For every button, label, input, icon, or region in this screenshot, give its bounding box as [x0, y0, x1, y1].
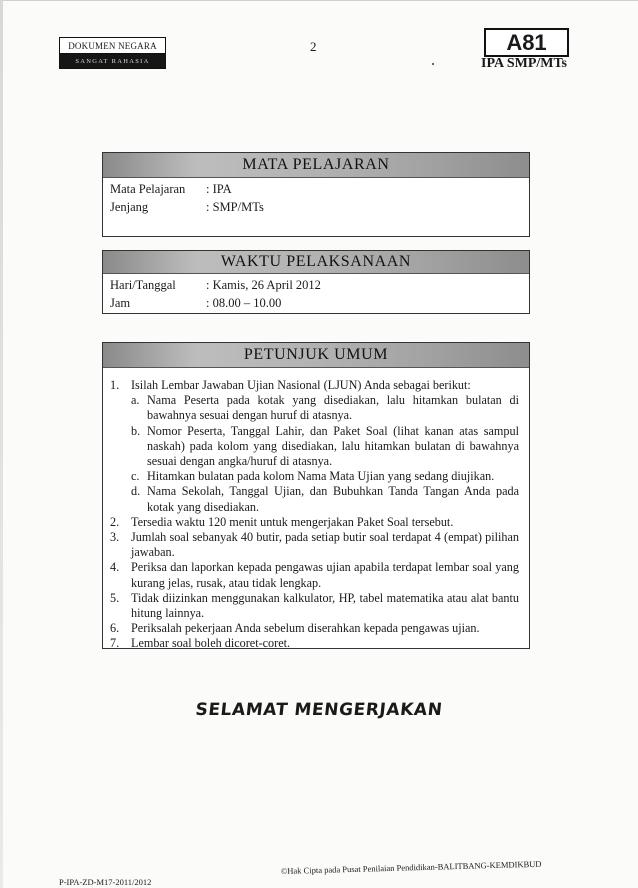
page-edge [0, 0, 3, 888]
item-text: Tidak diizinkan menggunakan kalkulator, HP, tabel matematika atau alat bantu hitung lainnya. [131, 590, 519, 621]
section-mata-pelajaran [102, 152, 530, 237]
item-number: 5. [110, 590, 120, 605]
item-number: 2. [110, 514, 120, 529]
info-key: Jam [110, 296, 131, 310]
item-text: Tersedia waktu 120 menit untuk mengerjakan Paket Soal tersebut. [131, 514, 454, 529]
closing-message: SELAMAT MENGERJAKAN [194, 700, 444, 720]
instruction-item [110, 560, 519, 590]
footer-copyright: ©Hak Cipta pada Pusat Penilaian Pendidikan-BALITBANG-KEMDIKBUD [280, 858, 542, 876]
footer-document-code: P-IPA-ZD-M17-2011/2012 [59, 877, 152, 887]
subitem-letter: c. [131, 469, 140, 484]
item-text: Periksa dan laporkan kepada pengawas ujian apabila terdapat lembar soal yang kurang jelas, rusak, atau tidak lengkap. [131, 560, 519, 590]
info-row [103, 276, 529, 294]
info-value: : Kamis, 26 April 2012 [206, 278, 321, 292]
item-number: 1. [110, 378, 120, 392]
item-text: Lembar soal boleh dicoret-coret. [131, 636, 291, 651]
instruction-item [110, 530, 519, 560]
instruction-subitem [110, 393, 519, 423]
info-key: Mata Pelajaran [110, 182, 186, 196]
item-text: Jumlah soal sebanyak 40 butir, pada setiap butir soal terdapat 4 (empat) pilihan jawaban. [131, 530, 519, 560]
item-number: 4. [110, 560, 120, 575]
info-row [103, 180, 529, 198]
info-key: Jenjang [110, 200, 149, 214]
instruction-subitem [110, 484, 519, 514]
doc-label: DOKUMEN NEGARA [60, 38, 165, 54]
info-key: Hari/Tanggal [110, 278, 176, 292]
subject-level: IPA SMP/MTs [481, 56, 567, 71]
item-number: 6. [110, 621, 120, 636]
section-title: PETUNJUK UMUM [103, 343, 529, 368]
subitem-letter: d. [131, 484, 141, 499]
top-rule [0, 0, 638, 1]
paper-code-box: A81 [484, 28, 569, 57]
instruction-subitem [110, 424, 519, 470]
speck-mark [432, 63, 434, 65]
document-classification-badge [59, 37, 166, 69]
section-title: WAKTU PELAKSANAAN [103, 251, 529, 274]
subitem-letter: b. [131, 423, 141, 438]
info-value: : 08.00 – 10.00 [206, 296, 282, 310]
instruction-item [110, 378, 519, 393]
instruction-item [110, 515, 519, 530]
instruction-subitem [110, 469, 519, 484]
section-petunjuk-umum [102, 342, 530, 649]
instruction-item [110, 636, 519, 651]
subitem-text: Nama Sekolah, Tanggal Ujian, dan Bubuhkan Tanda Tangan Anda pada kotak yang disediakan. [147, 484, 519, 514]
info-value: : IPA [206, 182, 232, 196]
item-text: Periksalah pekerjaan Anda sebelum diserahkan kepada pengawas ujian. [131, 621, 480, 636]
subitem-text: Nama Peserta pada kotak yang disediakan, lalu hitamkan bulatan di bawahnya sesuai dengan huruf di atasnya. [147, 393, 519, 423]
page-number: 2 [310, 39, 317, 54]
section-waktu-pelaksanaan [102, 250, 530, 314]
instruction-item [110, 591, 519, 621]
section-title: MATA PELAJARAN [103, 153, 529, 178]
info-value: : SMP/MTs [206, 200, 264, 214]
subitem-letter: a. [131, 393, 140, 408]
subitem-text: Nomor Peserta, Tanggal Lahir, dan Paket Soal (lihat kanan atas sampul naskah) pada kolom yang disediakan, lalu hitamkan bulatan di bawahnya sesuai dengan angka/huruf di atasnya. [147, 423, 519, 469]
info-row [103, 294, 529, 312]
item-number: 3. [110, 530, 120, 545]
item-number: 7. [110, 636, 120, 651]
instruction-item [110, 621, 519, 636]
item-text: Isilah Lembar Jawaban Ujian Nasional (LJUN) Anda sebagai berikut: [131, 378, 471, 392]
instruction-list [103, 368, 529, 652]
subitem-text: Hitamkan bulatan pada kolom Nama Mata Ujian yang sedang diujikan. [147, 469, 495, 484]
info-row [103, 198, 529, 216]
secrecy-label: SANGAT RAHASIA [60, 54, 165, 68]
